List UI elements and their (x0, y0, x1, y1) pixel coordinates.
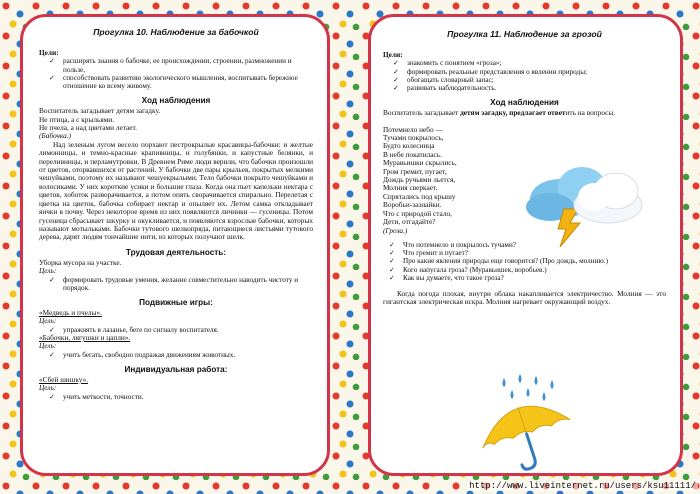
left-page-title: Прогулка 10. Наблюдение за бабочкой (93, 27, 259, 37)
poem-line: Тучами покрылось, (383, 133, 444, 143)
left-labor-goal-label: Цель: (39, 266, 57, 276)
poem-line: Воробьи-зазнайки. (383, 200, 442, 210)
left-individual-goal-label: Цель: (39, 383, 57, 393)
question-item: ✓ Кого напугала гроза? (Муравьишек, воробьев.) (389, 266, 666, 274)
left-goals-label: Цели: (39, 48, 59, 57)
right-goal-item: ✓ знакомить с понятием «гроза»; (393, 59, 666, 67)
left-page-panel (20, 14, 330, 476)
left-game1-goals (39, 326, 313, 334)
right-goal-item: ✓ развивать наблюдательность. (393, 84, 666, 92)
left-labor-text: Уборка мусора на участке. (39, 257, 122, 267)
left-goal-item: ✓ расширять знания о бабочке, ее происхождении, строении, размножении и пользе, (49, 57, 313, 73)
right-goals-list (383, 59, 666, 92)
left-game1-name: «Медведь и пчелы». (39, 307, 102, 317)
poem-line: Гром гремит, пугает, (383, 166, 447, 176)
right-riddle-intro: Воспитатель загадывает детям загадку, предлагает ответить на вопросы. (383, 108, 616, 118)
left-labor-goal-item: ✓ формировать трудовые умения, желание совместительно наводить чистоту и порядок. (49, 276, 313, 292)
right-closing-paragraph: Когда погода плохая, внутри облака накапливается электричество. Молния — это гигантская электрическая искра. Молния нагревает окружающий воздух. (383, 288, 666, 307)
left-riddle-answer: (Бабочка.) (39, 131, 72, 141)
left-goals-list (39, 57, 313, 90)
left-game2-goals (39, 351, 313, 359)
left-individual-goal-item: ✓ учить меткости, точности. (49, 393, 313, 401)
right-goals-label: Цели: (383, 50, 403, 59)
left-game2-goal-label: Цель: (39, 341, 57, 351)
right-questions-list (383, 241, 666, 282)
poem-line: Молния сверкает. (383, 183, 438, 193)
poem-line: Что с природой стало, (383, 208, 452, 218)
left-labor-goals (39, 276, 313, 292)
left-game2-goal-item: ✓ учить бегать, свободно подражая движениям животных. (49, 351, 313, 359)
left-story-paragraph: Над зеленым лугом весело порхают пестрокрылые красавицы-бабочки: и желтые лимонницы, и темно-красные крапивницы, и голубянки, и капустные белянки, и переливницы, и перламутровки. В Древнем Риме люди верили, что бабочки произошли от цветов, оторвавшихся от растений. У бабочки две пары крыльев, покрытых мелкими чешуйками, поэтому их называют чешуекрылыми. Тело бабочки покрыто чешуйками и волосиками. У них короткие усики и большие глаза. Когда она пьет капельки нектара с цветов, хоботок разворачивается, а потом опять сворачивается спирально. Перелетая с цветка на цветок, бабочка собирает нектар и опыляет их. Летом самка откладывает яички в почву. Через некоторое время из них появляются личинки — гусеницы. Потом гусеница сбрасывает шкурку и окукливается, и появляются взрослые бабочки, которых называют мотыльками. Бабочки тутового шелкопряда, питающиеся листьями тутового дерева, дарят людям тончайшие нити, из которых получают шелк. (39, 139, 313, 242)
poem-line: В небе покатилась. (383, 149, 442, 159)
left-game1-goal-label: Цель: (39, 316, 57, 326)
question-item: ✓ Что гремит и пугает? (389, 249, 666, 257)
left-riddle-intro: Воспитатель загадывает детям загадку. (39, 106, 161, 116)
poem-answer: (Гроза.) (383, 225, 408, 235)
question-item: ✓ Как вы думаете, что такое гроза? (389, 274, 666, 282)
left-game1-goal-item: ✓ упражнять в лазанье, беге по сигналу воспитателя. (49, 326, 313, 334)
left-riddle-line: Не птица, а с крыльями. (39, 114, 115, 124)
left-labor-heading: Трудовая деятельность: (125, 247, 227, 257)
left-goal-item: ✓ способствовать развитию экологического мышления, воспитывать бережное отношение ко всему живому. (49, 74, 313, 90)
left-course-heading: Ход наблюдения (141, 96, 211, 106)
left-individual-heading: Индивидуальная работа: (124, 364, 228, 374)
poem-line: Дети, отгадайте? (383, 217, 436, 227)
left-individual-goals (39, 393, 313, 401)
right-goal-item: ✓ формировать реальные представления о явлении природы; (393, 68, 666, 76)
left-games-heading: Подвижные игры: (139, 297, 213, 307)
poem-line: Муравьишки скрылись, (383, 158, 457, 168)
left-riddle-line: Не пчела, а над цветами летает. (39, 123, 137, 133)
watermark-url: http://www.liveinternet.ru/users/ksu11111/ (469, 481, 696, 491)
poem-line: Дождь ручьями льется, (383, 175, 456, 185)
question-item: ✓ Про какие явления природы еще говорится? (Про дождь, молнию.) (389, 257, 666, 265)
poem-line: Спрятались под крышу (383, 191, 456, 201)
umbrella-rain-icon (466, 372, 586, 472)
question-item: ✓ Что потемнело и покрылось тучами? (389, 241, 666, 249)
poem-line: Будто колесница (383, 141, 435, 151)
poem-line: Потемнело небо — (383, 124, 443, 134)
right-page-panel (368, 14, 683, 476)
right-page-title: Прогулка 11. Наблюдение за грозой (447, 29, 602, 39)
left-individual-name: «Сбей шишку». (39, 374, 89, 384)
right-course-heading: Ход наблюдения (490, 98, 559, 108)
right-goal-item: ✓ обогащать словарный запас; (393, 76, 666, 84)
storm-cloud-icon (520, 157, 650, 247)
left-game2-name: «Бабочки, лягушки и цапли». (39, 332, 131, 342)
